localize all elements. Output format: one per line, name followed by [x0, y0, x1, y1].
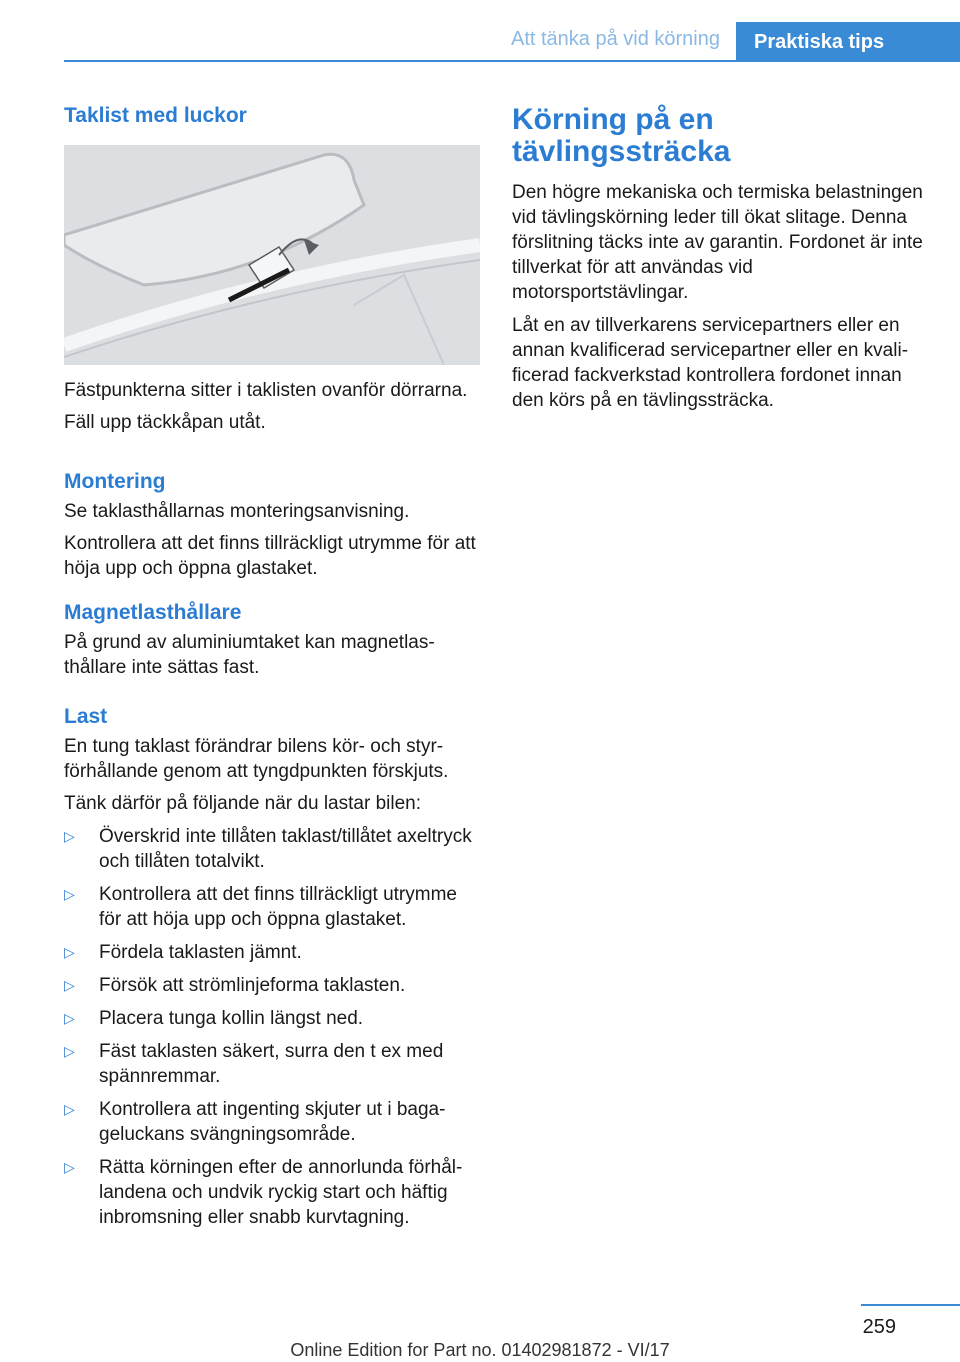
list-item: ▷ Kontrollera att ingenting skjuter ut i bagageluckans svängningsområde. [64, 1099, 446, 1145]
paragraph-inspection: Låt en av tillverkarens servicepartners eller en annan kvalificerad servicepartner eller en kvalificerad fackverkstad kontrollera fordonet innan den körs på en tävlingssträcka. [512, 315, 909, 411]
chapter-title: Att tänka på vid körning [510, 28, 720, 50]
page-number: 259 [862, 1316, 896, 1338]
section-title-magnetic: Magnetlasthållare [64, 601, 242, 624]
list-item: ▷ Rätta körningen efter de annorlunda förhållandena och undvik ryckig start och häftig inbromsning eller snabb kurvtagning. [64, 1157, 463, 1228]
section-tab: Praktiska tips [736, 22, 960, 62]
edition-footer: Online Edition for Part no. 01402981872 - VI/17 [290, 1340, 670, 1360]
header-rule [64, 60, 960, 62]
triangle-bullet-icon: ▷ [64, 1043, 75, 1059]
triangle-bullet-icon: ▷ [64, 1101, 75, 1117]
paragraph-loading-tips: Tänk därför på följande när du lastar bilen: [64, 793, 421, 814]
list-item: ▷ Fördela taklasten jämnt. [64, 942, 302, 963]
roof-rail-illustration [64, 145, 480, 365]
section-title-race-track: Körning på en tävlingssträcka [512, 103, 731, 168]
paragraph-fold-cover: Fäll upp täckkåpan utåt. [64, 412, 266, 433]
section-title-roof-rail: Taklist med luckor [64, 104, 247, 127]
section-title-mounting: Montering [64, 470, 166, 493]
list-item: ▷ Fäst taklasten säkert, surra den t ex med spännremmar. [64, 1041, 444, 1087]
list-item: ▷ Överskrid inte tillåten taklast/tillåtet axeltryck och tillåten totalvikt. [64, 826, 472, 872]
list-item: ▷ Kontrollera att det finns tillräckligt utrymme för att höja upp och öppna glastaket. [64, 884, 457, 930]
paragraph-mounting-instructions: Se taklasthållarnas monteringsanvisning. [64, 501, 410, 522]
list-item: ▷ Försök att strömlinjeforma taklasten. [64, 975, 406, 996]
section-title-load: Last [64, 705, 108, 728]
triangle-bullet-icon: ▷ [64, 1159, 75, 1175]
left-column [64, 100, 482, 1230]
triangle-bullet-icon: ▷ [64, 944, 75, 960]
paragraph-magnetic: På grund av aluminiumtaket kan magnetlasthållare inte sättas fast. [64, 632, 435, 678]
triangle-bullet-icon: ▷ [64, 977, 75, 993]
paragraph-attachment-points: Fästpunkterna sitter i taklisten ovanför dörrarna. [64, 380, 468, 401]
triangle-bullet-icon: ▷ [64, 828, 75, 844]
paragraph-check-space: Kontrollera att det finns tillräckligt utrymme för att höja upp och öppna glastaket. [64, 533, 476, 579]
right-column [512, 100, 930, 413]
loading-checklist [64, 824, 482, 1230]
triangle-bullet-icon: ▷ [64, 886, 75, 902]
footer-rule [861, 1304, 960, 1306]
list-item: ▷ Placera tunga kollin längst ned. [64, 1008, 364, 1029]
triangle-bullet-icon: ▷ [64, 1010, 75, 1026]
page-header [0, 0, 960, 62]
paragraph-heavy-load: En tung taklast förändrar bilens kör- och styrförhållande genom att tyngdpunkten förskjuts. [64, 736, 449, 782]
roof-illustration-svg [64, 145, 480, 365]
paragraph-racing-wear: Den högre mekaniska och termiska belastningen vid tävlingskörning leder till ökat slitage. Denna förslitning täcks inte av garantin. Fordonet är inte tillverkat för att användas vid motorsportstävlingar. [512, 182, 923, 303]
